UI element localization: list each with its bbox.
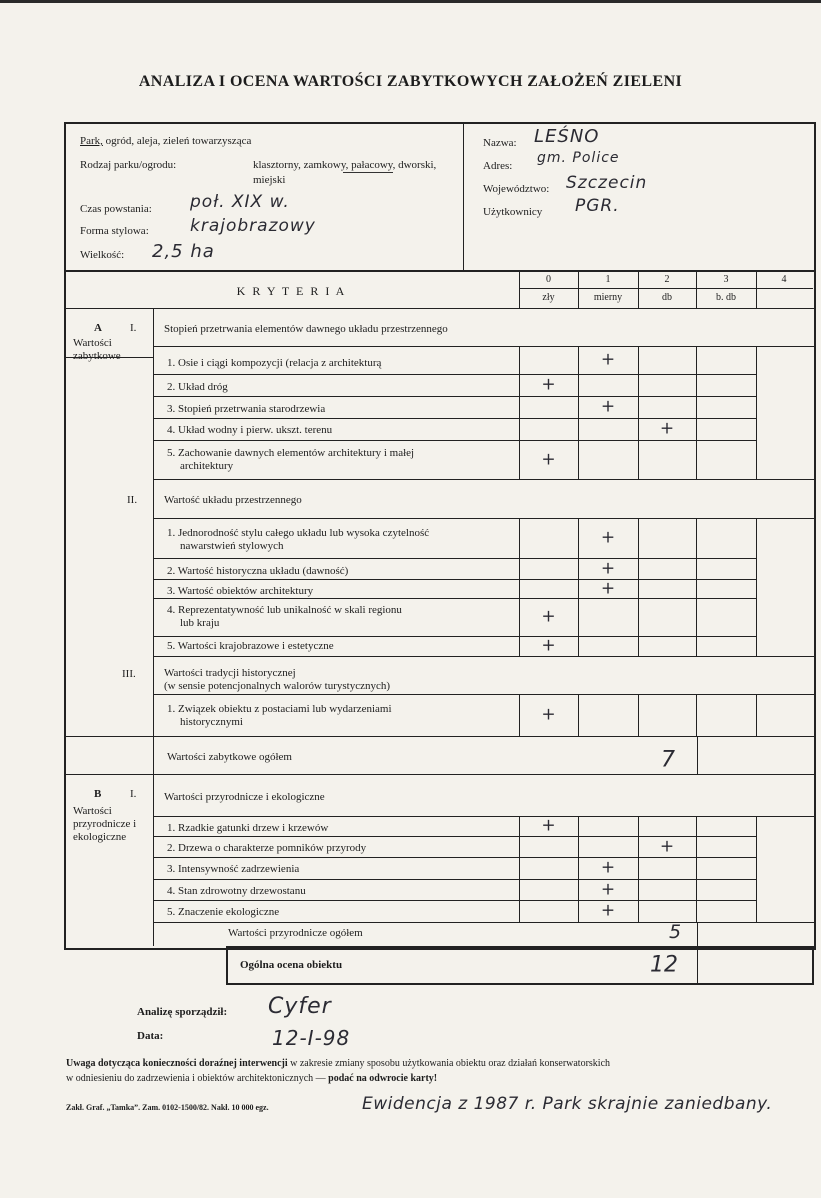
a2-row-separator-2	[153, 579, 756, 580]
rodzaj-label: Rodzaj parku/ogrodu:	[80, 159, 177, 171]
section-a-label-line	[64, 357, 153, 358]
b1-row-0-col-2	[638, 816, 639, 836]
b1-row-5: 5. Znaczenie ekologiczne	[167, 906, 280, 918]
adres-label: Adres:	[483, 160, 513, 172]
b1-row-separator-3	[153, 879, 756, 880]
mark-b1-3: +	[600, 857, 616, 878]
score-3: 3	[723, 274, 729, 285]
a2-row-0-col-0	[519, 518, 520, 558]
object-type-line	[80, 135, 251, 147]
b1-row-4-col-2	[638, 900, 639, 922]
score-1: 1	[605, 274, 611, 285]
note	[66, 1056, 818, 1086]
b1-row-0-col-1	[578, 816, 579, 836]
b1-row-3-col-3	[696, 879, 697, 900]
grade-bdb: b. db	[716, 292, 736, 303]
section-a-letter: A	[94, 322, 102, 334]
a1-row-3-col-3	[696, 418, 697, 440]
a2-row-1a: 1. Jednorodność stylu całego układu lub wysoka czytelność	[167, 527, 430, 539]
object-type-selected: Park,	[80, 135, 103, 147]
section-a-roman-1: I.	[130, 322, 137, 334]
forma-value: krajobrazowy	[190, 216, 316, 236]
rodzaj-options-line-1: klasztorny, zamkowy, pałacowy, dworski,	[253, 159, 437, 171]
b1-row-1-col-2	[638, 836, 639, 857]
mark-b1-5: +	[600, 900, 616, 921]
a1-row-3-col-1	[578, 418, 579, 440]
mark-a3-1: +	[541, 704, 556, 725]
data-label: Data:	[137, 1030, 164, 1042]
a1-row-separator-4	[153, 440, 756, 441]
b1-row-3-col-4	[756, 879, 757, 900]
header-divider	[463, 122, 464, 270]
a2-row-4-col-0	[519, 636, 520, 656]
b1-row-3-col-2	[638, 879, 639, 900]
b1-row-1-col-0	[519, 836, 520, 857]
score-0: 0	[546, 274, 551, 285]
section-b-roman-1: I.	[130, 788, 137, 800]
a3-row-1b: historycznymi	[180, 716, 243, 728]
grade-db: db	[662, 292, 672, 303]
a1-row-2-col-1	[578, 396, 579, 418]
section-a-roman-2: II.	[127, 494, 138, 506]
a1-row-0-col-0	[519, 346, 520, 374]
a1-row-4: 4. Układ wodny i pierw. ukszt. terenu	[167, 424, 333, 436]
a2-row-2-col-2	[638, 579, 639, 598]
mark-a1-5: +	[541, 449, 556, 469]
mark-a2-3: +	[600, 578, 616, 598]
a-total-label: Wartości zabytkowe ogółem	[167, 751, 292, 763]
a2-row-1-col-1	[578, 558, 579, 579]
a3-row-0-col-0	[519, 694, 520, 736]
b1-row-3-col-0	[519, 879, 520, 900]
a2-row-4a: 4. Reprezentatywność lub unikalność w skali regionu	[167, 604, 402, 616]
a2-row-4-col-3	[696, 636, 697, 656]
a1-row-0-col-1	[578, 346, 579, 374]
wojewodztwo-label: Województwo:	[483, 183, 550, 195]
a1-row-3-col-0	[519, 418, 520, 440]
a3-row-0-col-4	[756, 694, 757, 736]
b1-row-4-col-1	[578, 900, 579, 922]
overall-divider	[697, 946, 698, 984]
a1-row-4-col-2	[638, 440, 639, 479]
note-rest-1: w zakresie zmiany sposobu użytkowania obiektu oraz działań konserwatorskich	[290, 1058, 611, 1069]
a2-row-0-col-1	[578, 518, 579, 558]
b1-title-bottom	[153, 816, 814, 817]
a1-row-3-col-2	[638, 418, 639, 440]
a2-row-1-col-0	[519, 558, 520, 579]
wielkosc-label: Wielkość:	[80, 249, 125, 261]
a2-row-3-col-2	[638, 598, 639, 636]
mark-b1-4: +	[600, 879, 616, 899]
a3-row-0-col-2	[638, 694, 639, 736]
b1-row-1: 1. Rzadkie gatunki drzew i krzewów	[167, 822, 329, 834]
wielkosc-value: 2,5 ha	[152, 241, 215, 262]
a1-row-2-col-4	[756, 396, 757, 418]
a1-row-separator-1	[153, 374, 756, 375]
a2-row-1-col-4	[756, 558, 757, 579]
a2-row-2-col-0	[519, 579, 520, 598]
a3-row-1a: 1. Związek obiektu z postaciami lub wydarzeniami	[167, 703, 392, 715]
b1-section-title: Wartości przyrodnicze i ekologiczne	[164, 791, 325, 803]
mark-a2-5: +	[541, 635, 556, 656]
rodzaj-options	[253, 159, 436, 171]
a2-title-bottom	[153, 518, 814, 519]
a2-row-0-col-2	[638, 518, 639, 558]
a2-row-2-col-3	[696, 579, 697, 598]
a2-row-3: 3. Wartość obiektów architektury	[167, 585, 314, 597]
forma-label: Forma stylowa:	[80, 225, 149, 237]
uzytkownicy-label: Użytkownicy	[483, 206, 543, 218]
b1-row-0-col-3	[696, 816, 697, 836]
a2-row-3-col-0	[519, 598, 520, 636]
overall-left	[226, 946, 228, 984]
mark-a1-3: +	[600, 396, 616, 417]
page-title: ANALIZA I OCENA WARTOŚCI ZABYTKOWYCH ZAŁOŻEŃ ZIELENI	[138, 73, 683, 90]
section-b-label: Wartości przyrodnicze i ekologiczne	[73, 805, 137, 843]
a1-row-1-col-3	[696, 374, 697, 396]
a1-title-bottom	[153, 346, 814, 347]
scan-top-edge	[0, 0, 821, 3]
criteria-header-bottom	[64, 308, 814, 309]
b1-row-4-col-3	[696, 900, 697, 922]
b1-row-2-col-4	[756, 857, 757, 879]
a1-row-0-col-3	[696, 346, 697, 374]
b-total-label: Wartości przyrodnicze ogółem	[228, 927, 363, 939]
a1-section-title: Stopień przetrwania elementów dawnego układu przestrzennego	[164, 323, 448, 335]
a1-row-1-col-2	[638, 374, 639, 396]
a2-row-3-col-4	[756, 598, 757, 636]
nazwa-value: LEŚNO	[534, 126, 600, 147]
b1-row-2-col-0	[519, 857, 520, 879]
a2-row-2: 2. Wartość historyczna układu (dawność)	[167, 565, 349, 577]
a1-row-0-col-2	[638, 346, 639, 374]
b1-row-2-col-1	[578, 857, 579, 879]
overall-label: Ogólna ocena obiektu	[240, 959, 343, 971]
a1-row-2-col-0	[519, 396, 520, 418]
a3-block-bottom	[64, 736, 814, 737]
a2-row-4b: lub kraju	[180, 617, 220, 629]
a3-title-top	[153, 656, 814, 657]
section-a-label: Wartości zabytkowe	[73, 337, 121, 362]
b1-row-4-col-0	[519, 900, 520, 922]
note-rest-2: w odniesieniu do zadrzewienia i obiektów architektonicznych —	[66, 1073, 326, 1084]
b1-row-3: 3. Intensywność zadrzewienia	[167, 863, 300, 875]
mark-a2-4: +	[541, 606, 556, 627]
a2-row-3-col-1	[578, 598, 579, 636]
a2-row-4-col-1	[578, 636, 579, 656]
header-separator	[64, 270, 814, 272]
score-2: 2	[664, 274, 670, 285]
a1-row-4-col-0	[519, 440, 520, 479]
mark-a1-1: +	[600, 349, 616, 370]
mark-b1-1: +	[541, 815, 556, 836]
analiza-label: Analizę sporządził:	[137, 1006, 228, 1018]
a1-row-4-col-1	[578, 440, 579, 479]
a1-row-1-col-1	[578, 374, 579, 396]
czas-value: poł. XIX w.	[190, 192, 290, 212]
a2-row-4-col-2	[638, 636, 639, 656]
a2-row-separator-1	[153, 558, 756, 559]
wojewodztwo-value: Szczecin	[566, 173, 648, 193]
rodzaj-options-line-2: miejski	[253, 174, 286, 186]
a2-row-separator-4	[153, 636, 756, 637]
mark-b1-2: +	[659, 836, 675, 856]
mark-a1-2: +	[541, 374, 556, 395]
section-a-roman-3: III.	[122, 668, 136, 680]
b1-row-1-col-1	[578, 836, 579, 857]
b1-row-2-col-2	[638, 857, 639, 879]
data-value: 12-I-98	[272, 1026, 351, 1050]
a2-row-1-col-3	[696, 558, 697, 579]
a2-row-4-col-4	[756, 636, 757, 656]
b1-row-1-col-4	[756, 836, 757, 857]
a2-row-2-col-4	[756, 579, 757, 598]
a2-row-2-col-1	[578, 579, 579, 598]
a1-row-5b: architektury	[180, 460, 234, 472]
nazwa-label: Nazwa:	[483, 137, 517, 149]
b1-block-bottom	[153, 922, 814, 923]
a1-row-2: 2. Układ dróg	[167, 381, 228, 393]
a2-row-1b: nawarstwień stylowych	[180, 540, 284, 552]
a-total-value: 7	[661, 747, 675, 773]
a-total-divider	[697, 736, 698, 774]
a2-title-top	[153, 479, 814, 480]
grade-mierny: mierny	[593, 292, 623, 303]
a1-row-1-col-4	[756, 374, 757, 396]
a2-row-1-col-2	[638, 558, 639, 579]
note-bold-2: podać na odwrocie karty!	[328, 1073, 438, 1084]
a3-row-0-col-1	[578, 694, 579, 736]
czas-label: Czas powstania:	[80, 203, 152, 215]
handwritten-note: Ewidencja z 1987 r. Park skrajnie zaniedbany.	[362, 1094, 773, 1114]
a3-title-bottom	[153, 694, 814, 695]
b1-row-0-col-4	[756, 816, 757, 836]
a2-section-title: Wartość układu przestrzennego	[164, 494, 302, 506]
a2-row-separator-3	[153, 598, 756, 599]
analiza-signature: Cyfer	[268, 994, 332, 1019]
grade-zly: zły	[542, 292, 555, 303]
a1-row-5a: 5. Zachowanie dawnych elementów architektury i małej	[167, 447, 415, 459]
a1-row-3-col-4	[756, 418, 757, 440]
mark-a2-2: +	[600, 558, 616, 578]
palacowy-underline	[343, 172, 393, 173]
a1-row-0-col-4	[756, 346, 757, 374]
b1-row-2: 2. Drzewa o charakterze pomników przyrody	[167, 842, 367, 854]
a3-section-title-2: (w sensie potencjonalnych walorów turystycznych)	[164, 680, 391, 692]
b1-row-1-col-3	[696, 836, 697, 857]
a1-row-1-col-0	[519, 374, 520, 396]
a1-row-3: 3. Stopień przetrwania starodrzewia	[167, 403, 326, 415]
b1-row-3-col-1	[578, 879, 579, 900]
b1-row-4: 4. Stan zdrowotny drzewostanu	[167, 885, 306, 897]
b1-row-separator-4	[153, 900, 756, 901]
b1-row-4-col-4	[756, 900, 757, 922]
section-b-letter: B	[94, 788, 102, 800]
a1-row-4-col-3	[696, 440, 697, 479]
overall-bottom	[226, 983, 814, 985]
a1-row-4-col-4	[756, 440, 757, 479]
b1-row-separator-2	[153, 857, 756, 858]
a1-row-1: 1. Osie i ciągi kompozycji (relacja z architekturą	[167, 357, 382, 369]
kryteria-title: K R Y T E R I A	[236, 284, 347, 298]
printer-info: Zakł. Graf. „Tamka”. Zam. 0102-1500/82. Nakł. 10 000 egz.	[66, 1103, 269, 1112]
overall-value: 12	[650, 952, 678, 978]
b1-row-2-col-3	[696, 857, 697, 879]
mark-a1-4: +	[659, 418, 675, 439]
score-4: 4	[781, 274, 787, 285]
a3-row-0-col-3	[696, 694, 697, 736]
a2-row-0-col-4	[756, 518, 757, 558]
note-bold-1: Uwaga dotycząca konieczności doraźnej interwencji	[66, 1058, 288, 1069]
overall-top	[226, 946, 814, 948]
section-a-bottom	[64, 774, 814, 775]
b1-row-0-col-0	[519, 816, 520, 836]
b-total-value: 5	[668, 921, 682, 943]
score-header-mid	[519, 288, 813, 289]
a2-row-5: 5. Wartości krajobrazowe i estetyczne	[167, 640, 334, 652]
object-type-options: ogród, aleja, zieleń towarzysząca	[105, 135, 252, 147]
adres-value: gm. Police	[537, 150, 620, 166]
b-total-divider	[697, 922, 698, 946]
a2-row-0-col-3	[696, 518, 697, 558]
overall-right	[812, 946, 814, 984]
a3-section-title-1: Wartości tradycji historycznej	[164, 667, 296, 679]
left-column-divider	[153, 308, 154, 946]
a1-row-2-col-3	[696, 396, 697, 418]
mark-a2-1: +	[600, 527, 616, 548]
a1-row-separator-2	[153, 396, 756, 397]
uzytkownicy-value: PGR.	[575, 196, 620, 216]
a1-row-2-col-2	[638, 396, 639, 418]
a2-row-3-col-3	[696, 598, 697, 636]
